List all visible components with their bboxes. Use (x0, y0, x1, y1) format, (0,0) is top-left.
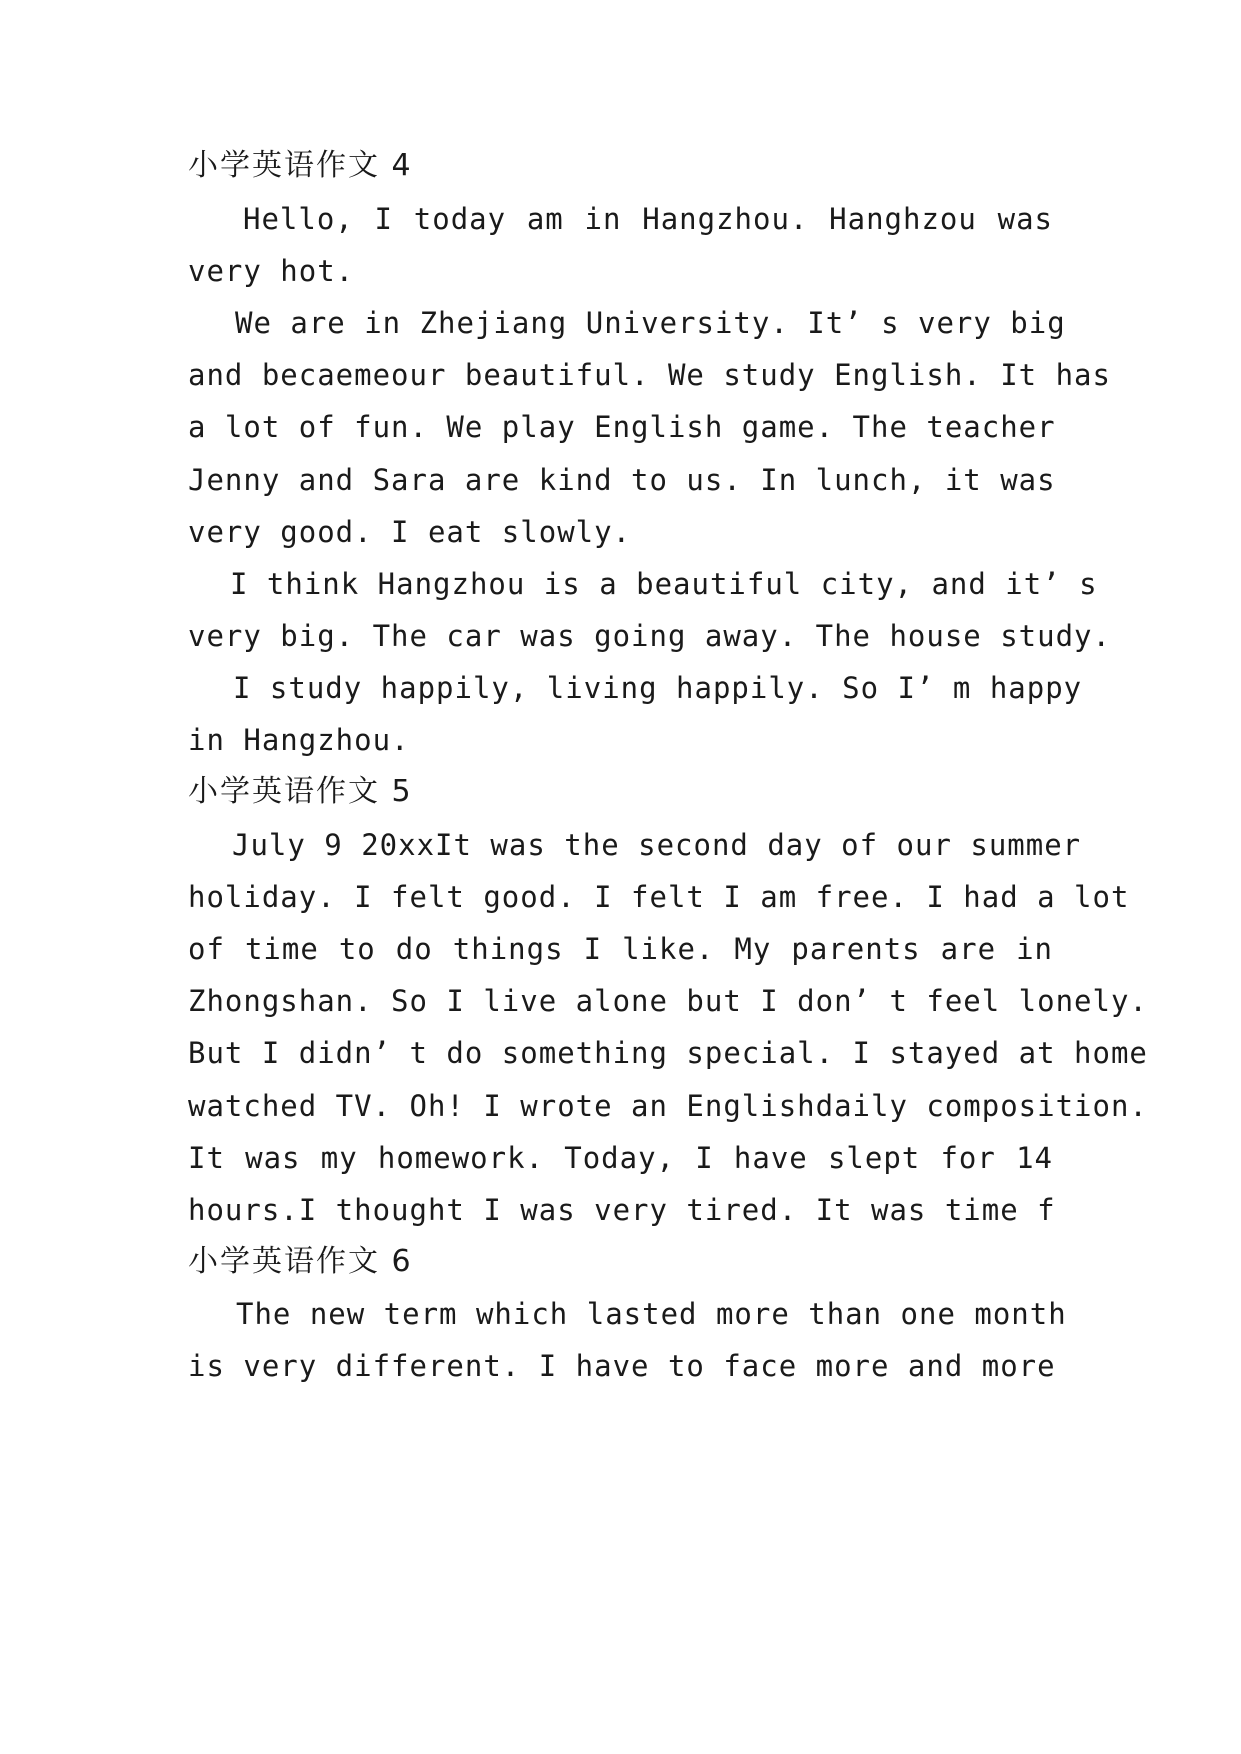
paragraph-line: But I didn’ t do something special. I stayed at home (188, 1036, 1148, 1070)
paragraph-line: and becaemeour beautiful. We study English. It has (188, 358, 1111, 392)
paragraph-line: I study happily, living happily. So I’ m happy (233, 671, 1083, 705)
section-heading-6: 小学英语作文 6 (188, 1244, 413, 1279)
paragraph-line: watched TV. Oh! I wrote an Englishdaily composition. (188, 1089, 1148, 1123)
paragraph-line: very hot. (188, 254, 355, 288)
document-page (188, 0, 1148, 1754)
paragraph-line: We are in Zhejiang University. It’ s very big (235, 306, 1066, 340)
paragraph-line: of time to do things I like. My parents are in (188, 932, 1053, 966)
paragraph-line: July 9 20xxIt was the second day of our summer (232, 828, 1082, 862)
paragraph-line: Jenny and Sara are kind to us. In lunch, it was (188, 463, 1056, 497)
paragraph-line: hours.I thought I was very tired. It was time f (188, 1193, 1056, 1227)
paragraph-line: I think Hangzhou is a beautiful city, and it’ s (230, 567, 1098, 601)
paragraph-line: very big. The car was going away. The house study. (188, 619, 1111, 653)
paragraph-line: a lot of fun. We play English game. The teacher (188, 410, 1056, 444)
paragraph-line: It was my homework. Today, I have slept for 14 (188, 1141, 1053, 1175)
section-heading-4: 小学英语作文 4 (188, 148, 413, 183)
paragraph-line: is very different. I have to face more and more (188, 1349, 1056, 1383)
paragraph-line: Zhongshan. So I live alone but I don’ t feel lonely. (188, 984, 1148, 1018)
section-heading-5: 小学英语作文 5 (188, 774, 413, 809)
paragraph-line: holiday. I felt good. I felt I am free. I had a lot (188, 880, 1130, 914)
paragraph-line: The new term which lasted more than one month (236, 1297, 1067, 1331)
paragraph-line: in Hangzhou. (188, 723, 410, 757)
paragraph-line: Hello, I today am in Hangzhou. Hanghzou was (243, 202, 1053, 236)
paragraph-line: very good. I eat slowly. (188, 515, 632, 549)
